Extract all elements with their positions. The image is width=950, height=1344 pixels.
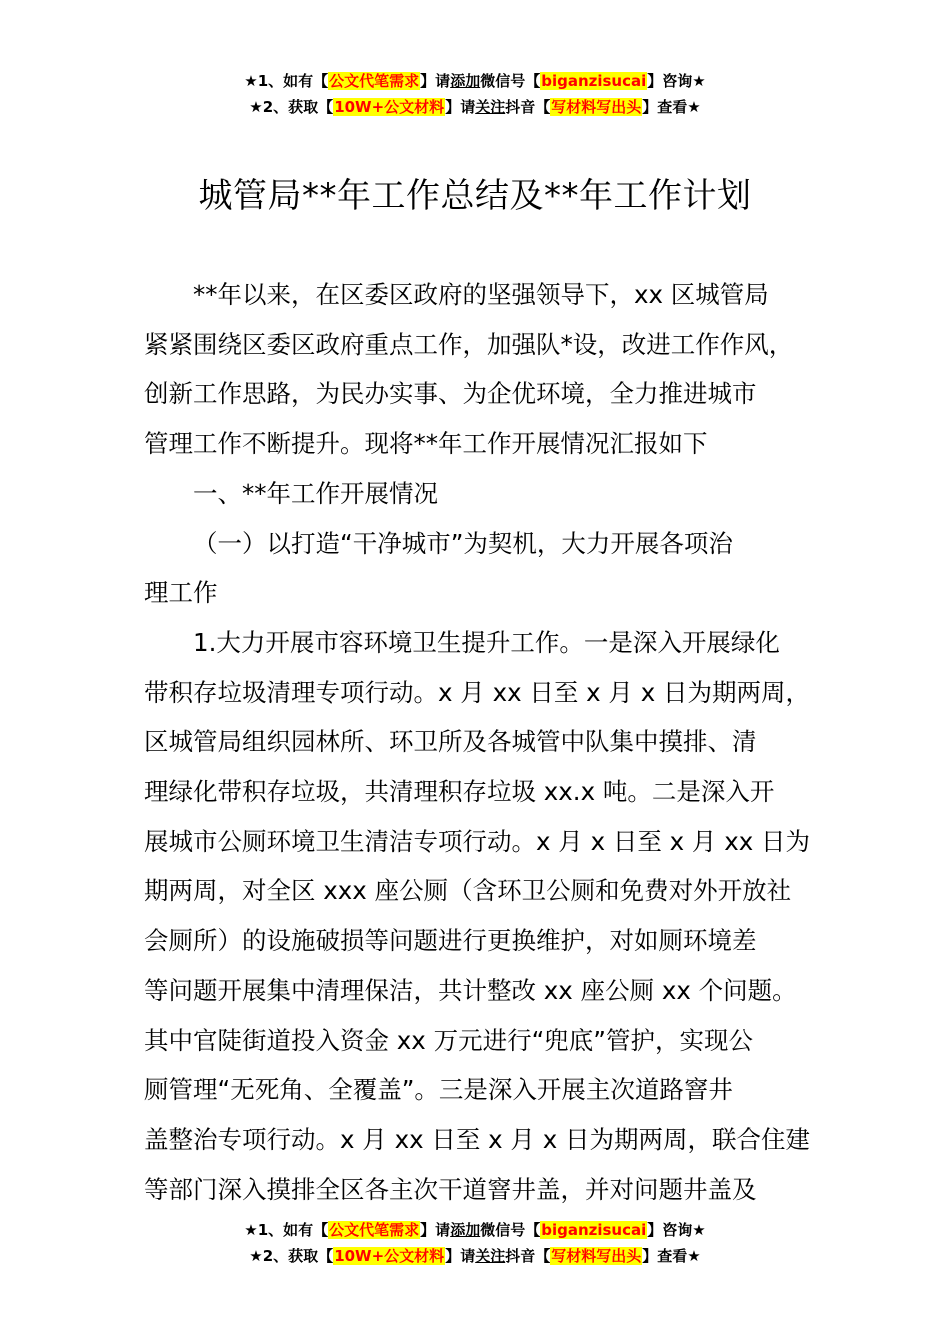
banner-text: ★2、获取【 — [249, 1247, 334, 1265]
banner-text: 】请 — [420, 72, 451, 90]
banner-text: ★1、如有【 — [244, 72, 329, 90]
body-line: 带积存垃圾清理专项行动。x 月 xx 日至 x 月 x 日为期两周， — [144, 677, 811, 707]
banner-text: 微信号【 — [480, 1221, 541, 1239]
highlight-douyin: 写材料写出头 — [551, 1247, 642, 1265]
subsection-heading-cont: 理工作 — [144, 578, 218, 608]
banner-underlined: 关注 — [475, 1247, 506, 1265]
banner-text: 】请 — [445, 98, 476, 116]
body-line: **年以来，在区委区政府的坚强领导下，xx 区城管局 — [193, 280, 769, 309]
banner-text: ★2、获取【 — [249, 98, 334, 116]
banner-underlined: 添加 — [450, 1221, 481, 1239]
banner-underlined: 添加 — [450, 72, 481, 90]
body-line: 1.大力开展市容环境卫生提升工作。一是深入开展绿化 — [193, 627, 780, 657]
banner-text: 】请 — [420, 1221, 451, 1239]
banner-text: ★1、如有【 — [244, 1221, 329, 1239]
highlight-service: 公文代笔需求 — [329, 1221, 420, 1239]
body-line: 创新工作思路，为民办实事、为企优环境，全力推进城市 — [144, 379, 757, 409]
banner-text: 抖音【 — [505, 98, 551, 116]
banner-text: 】咨询★ — [647, 1221, 706, 1239]
banner-line-1 — [0, 68, 950, 94]
body-line: 等部门深入摸排全区各主次干道窨井盖，并对问题井盖及 — [144, 1174, 757, 1204]
body-line: 会厕所）的设施破损等问题进行更换维护，对如厕环境差 — [144, 926, 757, 956]
banner-text: 】查看★ — [642, 1247, 701, 1265]
document-body — [144, 270, 824, 1214]
footer-banner — [0, 1217, 950, 1269]
highlight-service: 公文代笔需求 — [329, 72, 420, 90]
body-line: 盖整治专项行动。x 月 xx 日至 x 月 x 日为期两周，联合住建 — [144, 1124, 811, 1154]
body-line: 厕管理“无死角、全覆盖”。三是深入开展主次道路窨井 — [144, 1075, 733, 1105]
highlight-douyin: 写材料写出头 — [551, 98, 642, 116]
body-line: 区城管局组织园林所、环卫所及各城管中队集中摸排、清 — [144, 727, 757, 757]
banner-text: 】查看★ — [642, 98, 701, 116]
banner-line-2 — [0, 94, 950, 120]
highlight-wechat-id: biganzisucai — [541, 72, 647, 90]
banner-line-1 — [0, 1217, 950, 1243]
body-line: 管理工作不断提升。现将**年工作开展情况汇报如下 — [144, 429, 708, 459]
subsection-heading: （一）以打造“干净城市”为契机，大力开展各项治 — [193, 528, 733, 558]
body-line: 等问题开展集中清理保洁，共计整改 xx 座公厕 xx 个问题。 — [144, 975, 797, 1005]
document-title: 城管局**年工作总结及**年工作计划 — [198, 176, 752, 216]
highlight-wechat-id: biganzisucai — [541, 1221, 647, 1239]
body-line: 理绿化带积存垃圾，共清理积存垃圾 xx.x 吨。二是深入开 — [144, 777, 775, 807]
body-line: 其中官陡街道投入资金 xx 万元进行“兜底”管护，实现公 — [144, 1025, 753, 1055]
body-line: 紧紧围绕区委区政府重点工作，加强队*设，改进工作作风， — [144, 329, 794, 359]
banner-line-2 — [0, 1243, 950, 1269]
section-heading: 一、**年工作开展情况 — [193, 478, 438, 508]
banner-text: 】请 — [445, 1247, 476, 1265]
banner-text: 微信号【 — [480, 72, 541, 90]
highlight-materials: 10W+公文材料 — [334, 98, 445, 116]
body-line: 展城市公厕环境卫生清洁专项行动。x 月 x 日至 x 月 xx 日为 — [144, 826, 811, 856]
banner-underlined: 关注 — [475, 98, 506, 116]
banner-text: 抖音【 — [505, 1247, 551, 1265]
header-banner — [0, 68, 950, 120]
banner-text: 】咨询★ — [647, 72, 706, 90]
highlight-materials: 10W+公文材料 — [334, 1247, 445, 1265]
body-line: 期两周，对全区 xxx 座公厕（含环卫公厕和免费对外开放社 — [144, 876, 792, 906]
